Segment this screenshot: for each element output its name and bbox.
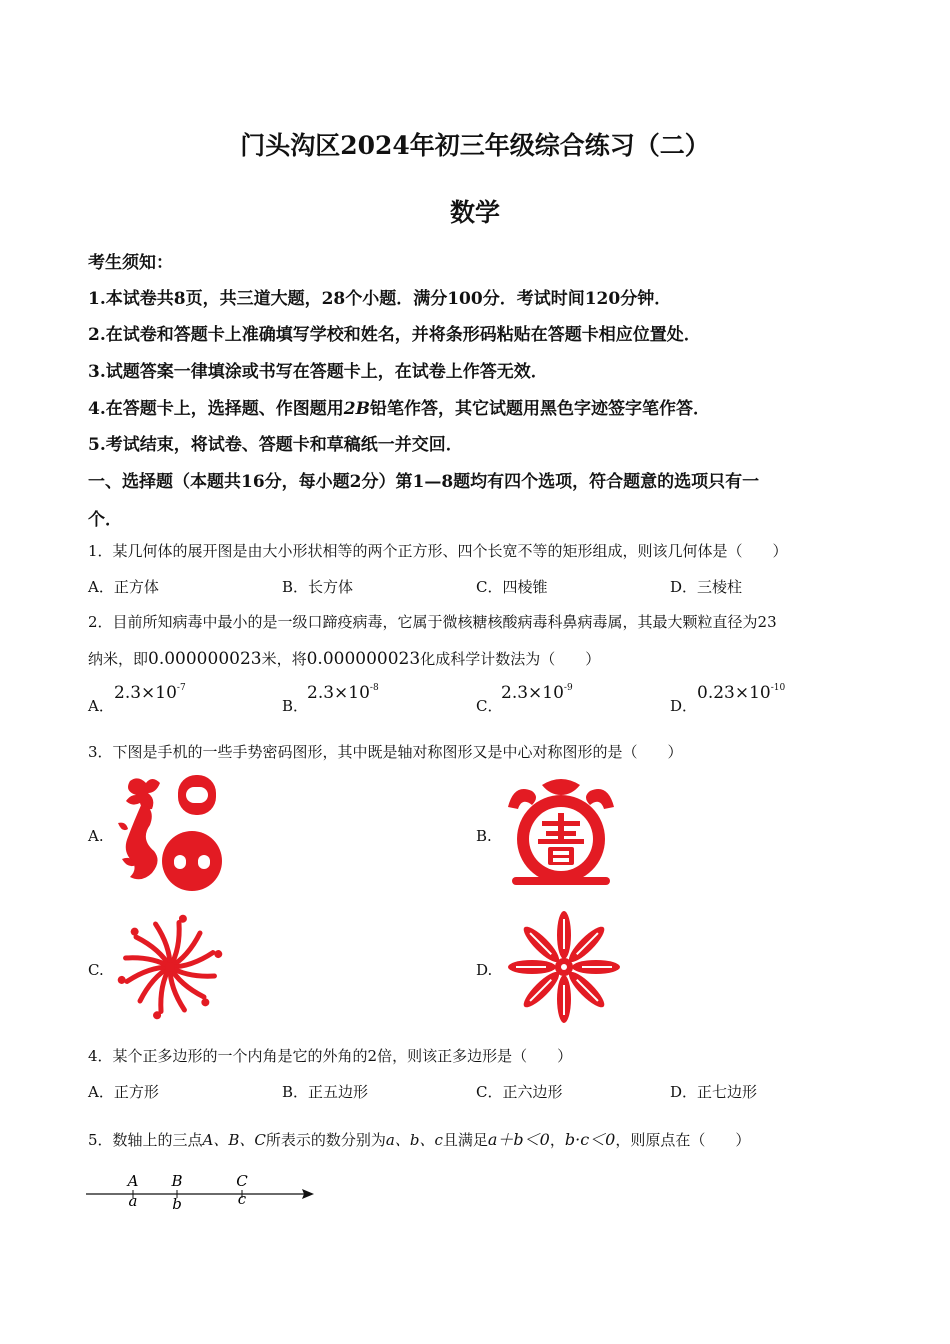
- question-1-option-c: C．四棱锥: [476, 578, 548, 596]
- question-1-option-d: D．三棱柱: [670, 578, 743, 596]
- question-2-stem-line2: 纳米，即0.000000023米，将0.000000023化成科学计数法为（ ）: [88, 649, 601, 669]
- question-1-option-a: A．正方体: [88, 578, 159, 596]
- point-label-a: A: [127, 1172, 139, 1190]
- notice-item-2: 2.在试卷和答题卡上准确填写学校和姓名，并将条形码粘贴在答题卡相应位置处．: [88, 325, 701, 345]
- question-3-option-c: C.: [88, 961, 104, 979]
- value-label-c: c: [237, 1190, 247, 1208]
- section-heading-line1: 一、选择题（本题共16分，每小题2分）第1—8题均有四个选项，符合题意的选项只有一: [88, 472, 760, 492]
- question-2-option-d-value: $0.23\times 10^{-10}$: [697, 683, 786, 703]
- subject-title: 数学: [449, 198, 500, 227]
- question-2-option-a: A．: [88, 697, 114, 715]
- papercut-swirl-figure: [114, 911, 226, 1023]
- question-4-option-d: D．正七边形: [670, 1083, 758, 1101]
- point-label-c: C: [236, 1172, 248, 1190]
- notice-item-1: 1.本试卷共8页，共三道大题，28个小题．满分100分．考试时间120分钟．: [88, 289, 672, 309]
- question-1-option-b: B．长方体: [282, 578, 354, 596]
- question-4-stem: 4．某个正多边形的一个内角是它的外角的2倍，则该正多边形是（ ）: [88, 1047, 573, 1065]
- question-2-option-c-value: $2.3\times 10^{-9}$: [501, 683, 573, 703]
- question-2-option-b-value: $2.3\times 10^{-8}$: [307, 683, 379, 703]
- question-2-option-d: D．: [670, 697, 698, 715]
- question-3-option-d: D.: [476, 961, 493, 979]
- notice-item-5: 5.考试结束，将试卷、答题卡和草稿纸一并交回．: [88, 435, 463, 455]
- question-2-option-c: C．: [476, 697, 503, 715]
- question-3-option-a: A.: [88, 827, 104, 845]
- question-4-option-b: B．正五边形: [282, 1083, 369, 1101]
- number-line-figure: [84, 1168, 320, 1214]
- notice-heading: 考生须知：: [88, 253, 173, 273]
- value-label-a: a: [128, 1192, 138, 1210]
- point-label-b: B: [171, 1172, 183, 1190]
- notice-item-3: 3.试题答案一律填涂或书写在答题卡上，在试卷上作答无效．: [88, 362, 548, 382]
- question-4-option-a: A．正方形: [88, 1083, 159, 1101]
- question-2-stem-line1: 2．目前所知病毒中最小的是一级口蹄疫病毒，它属于微核糖核酸病毒科鼻病毒属，其最大颗粒直径为23: [88, 613, 777, 631]
- notice-item-4: 4.在答题卡上，选择题、作图题用2B铅笔作答，其它试题用黑色字迹签字笔作答．: [88, 399, 710, 419]
- papercut-flower-figure: [506, 909, 622, 1025]
- question-2-option-b: B．: [282, 697, 309, 715]
- value-label-b: b: [172, 1195, 182, 1213]
- question-3-stem: 3．下图是手机的一些手势密码图形，其中既是轴对称图形又是中心对称图形的是（ ）: [88, 743, 683, 761]
- question-4-option-c: C．正六边形: [476, 1083, 563, 1101]
- question-3-option-b: B.: [476, 827, 492, 845]
- question-5-stem: 5．数轴上的三点A、B、C所表示的数分别为a、b、c且满足a＋b＜0，b·c＜0，则原点在（ ）: [88, 1130, 751, 1149]
- section-heading-line2: 个．: [88, 510, 122, 530]
- papercut-dragon-figure: [112, 773, 234, 891]
- page-title: 门头沟区2024年初三年级综合练习（二）: [240, 131, 710, 160]
- question-1-stem: 1．某几何体的展开图是由大小形状相等的两个正方形、四个长宽不等的矩形组成，则该几何体是（ ）: [88, 542, 788, 560]
- question-2-option-a-value: $2.3\times 10^{-7}$: [114, 683, 186, 703]
- papercut-spring-figure: [502, 777, 620, 889]
